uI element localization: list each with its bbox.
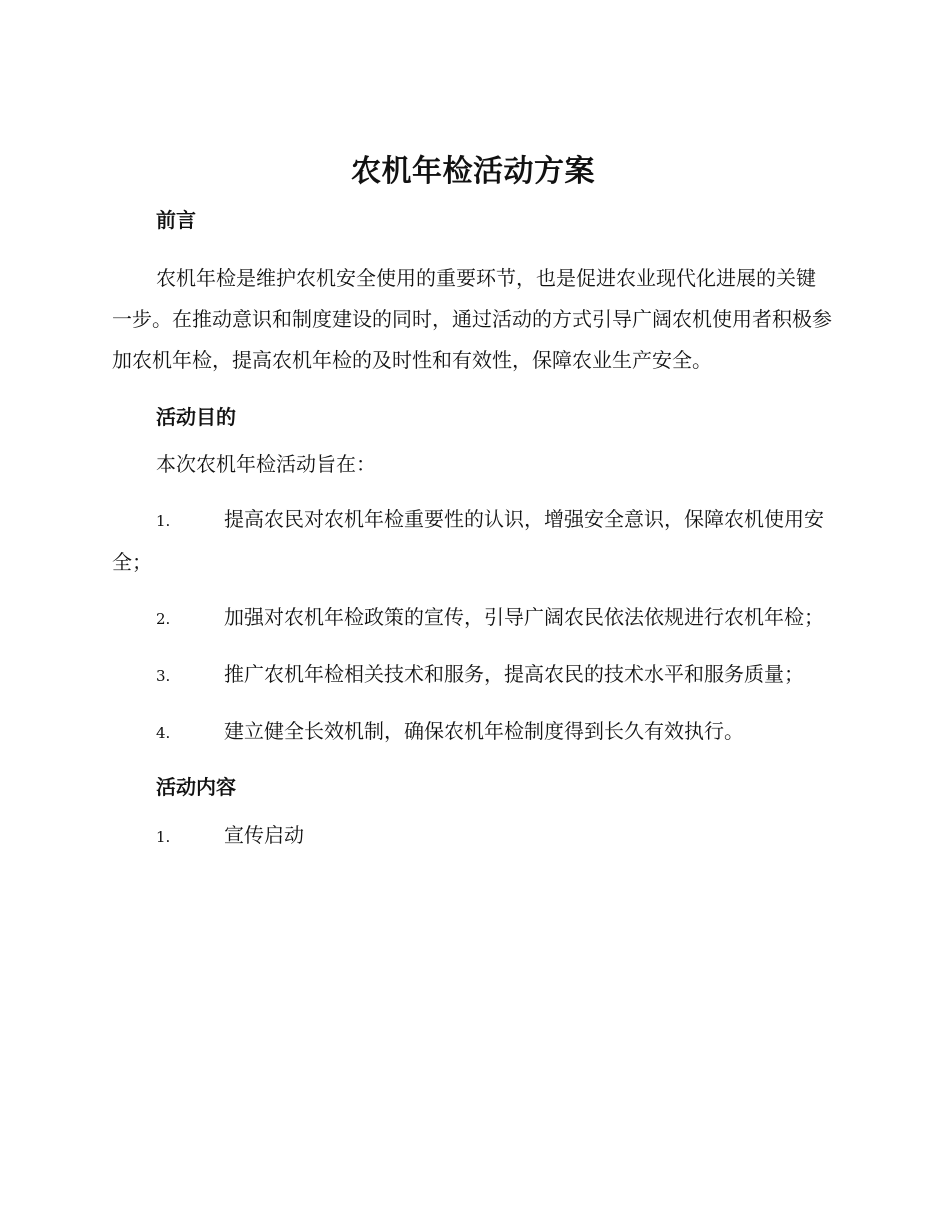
preface-paragraph: 农机年检是维护农机安全使用的重要环节，也是促进农业现代化进展的关键一步。在推动意识和制度建设的同时，通过活动的方式引导广阔农机使用者积极参加农机年检，提高农机年检的及时性和有效性，保障农业生产安全。 bbox=[112, 266, 832, 372]
list-number: 4. bbox=[156, 724, 171, 742]
list-text: 提高农民对农机年检重要性的认识，增强安全意识，保障农机使用安全； bbox=[112, 507, 824, 574]
list-number: 2. bbox=[156, 610, 171, 628]
list-number: 1. bbox=[156, 512, 171, 530]
section-heading-preface: 前言 bbox=[156, 208, 196, 232]
purpose-intro: 本次农机年检活动旨在： bbox=[156, 452, 376, 476]
list-text: 宣传启动 bbox=[224, 823, 304, 847]
list-item bbox=[112, 711, 834, 754]
list-text: 推广农机年检相关技术和服务，提高农民的技术水平和服务质量； bbox=[224, 662, 804, 686]
list-item bbox=[112, 597, 834, 640]
list-item bbox=[112, 499, 834, 583]
list-text: 建立健全长效机制，确保农机年检制度得到长久有效执行。 bbox=[224, 719, 744, 743]
document-title: 农机年检活动方案 bbox=[351, 154, 595, 189]
section-heading-content: 活动内容 bbox=[156, 775, 236, 799]
list-text: 加强对农机年检政策的宣传，引导广阔农民依法依规进行农机年检； bbox=[224, 605, 824, 629]
list-item bbox=[112, 815, 834, 858]
list-number: 1. bbox=[156, 828, 171, 846]
document-body bbox=[112, 150, 834, 858]
list-number: 3. bbox=[156, 667, 171, 685]
list-item bbox=[112, 654, 834, 697]
section-heading-purpose: 活动目的 bbox=[156, 405, 236, 429]
